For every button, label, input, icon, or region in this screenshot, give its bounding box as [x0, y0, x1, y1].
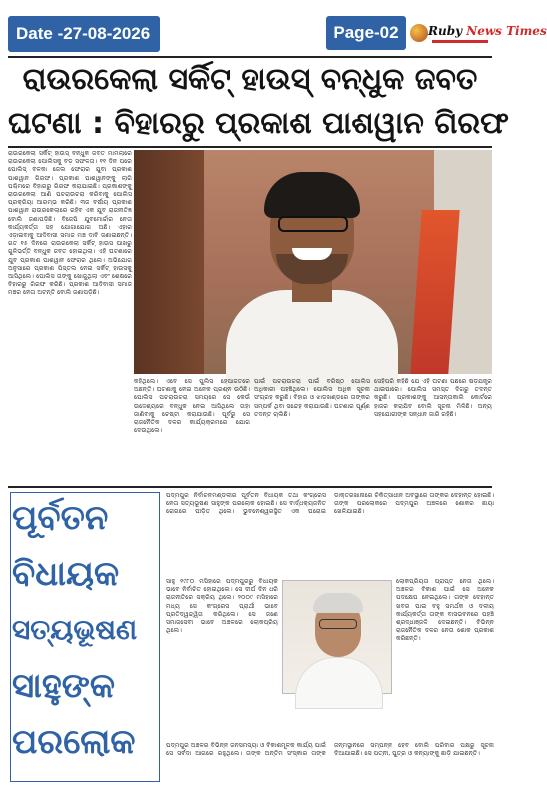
obituary-title-line-5: ପରଲୋକ	[12, 722, 136, 762]
portrait-hair	[313, 593, 363, 613]
date-badge: Date -27-08-2026	[8, 16, 160, 52]
person-smile	[292, 248, 332, 260]
person-hair	[264, 172, 360, 218]
logo-text-b: News Times	[466, 24, 547, 38]
story1-column-3: ସେହିପରି କହିଛି ଯେ ଏହି ଘଟଣା ପଛରେ ଷଡ଼ଯନ୍ତ୍ର ଥାଇପାରେ। ପୋଲିସ ସମସ୍ତ ଦିଗରୁ ତଦନ୍ତ କରୁଛି। ପ୍ରକାଶଙ୍କୁ ଆସନ୍ତାକାଲି କୋର୍ଟରେ ହାଜର କରାଯିବ ବୋଲି ସୂଚନା ମିଳିଛି। ଅନ୍ୟ ସହଯୋଗୀଙ୍କ ସନ୍ଧାନ ଜାରି ରହିଛି।	[374, 378, 492, 418]
person-shirt	[226, 290, 398, 390]
logo-underline	[432, 40, 488, 43]
portrait-shirt	[295, 657, 383, 709]
story2-bottom-text: ପଦ୍ମପୁର ଅଞ୍ଚଳର ବିଭିନ୍ନ ଜନସମସ୍ୟା ଓ ବିକାଶମୂଳକ କାର୍ଯ୍ୟ ପାଇଁ ସେ ସର୍ବଦା ଆଗରେ ରହୁଥିଲେ। ତାଙ୍କ ଅନ୍ତିମ ସଂସ୍କାର ତାଙ୍କ ଜନ୍ମସ୍ଥାନରେ ସମ୍ପନ୍ନ ହେବ ବୋଲି ପରିବାର ପକ୍ଷରୁ ସୂଚନା ଦିଆଯାଇଛି। ସେ ପତ୍ନୀ, ପୁତ୍ର ଓ କନ୍ୟାଙ୍କୁ ଛାଡ଼ି ଯାଇଛନ୍ତି।	[166, 742, 494, 758]
portrait-glasses	[319, 619, 357, 629]
headline-line-1: ରାଉରକେଲା ସର୍କିଟ୍ ହାଉସ୍ ବନ୍ଧୁକ ଜବତ	[22, 62, 478, 97]
page-badge: Page-02	[326, 16, 406, 50]
logo-text-a: Ruby	[428, 24, 463, 38]
top-rule	[8, 56, 492, 58]
logo-text	[428, 24, 547, 38]
section-rule	[8, 486, 492, 488]
story2-top-text: ପଦ୍ମପୁର ନିର୍ବାଚନମଣ୍ଡଳୀର ପୂର୍ବତନ ବିଧାୟକ ତଥା କଂଗ୍ରେସ ନେତା ସତ୍ୟଭୂଷଣ ସାହୁଙ୍କ ପରଲୋକ ହୋଇଛି। ସେ ବାର୍ଦ୍ଧକ୍ୟଜନିତ ରୋଗରେ ପୀଡ଼ିତ ଥିଲେ। ଭୁବନେଶ୍ୱରସ୍ଥିତ ଏକ ଘରୋଇ ଡାକ୍ତରଖାନାରେ ଚିକିତ୍ସାଧୀନ ଅବସ୍ଥାରେ ତାଙ୍କର ଦେହାନ୍ତ ହୋଇଛି। ତାଙ୍କ ପରଲୋକରେ ପଦ୍ମପୁର ଅଞ୍ଚଳରେ ଶୋକର ଛାୟା ଖେଳିଯାଇଛି।	[166, 492, 494, 516]
story1-photo	[134, 150, 492, 374]
person-glasses	[278, 216, 348, 232]
headline-line-2: ଘଟଣା : ବିହାରରୁ ପ୍ରକାଶ ପାଶୱାନ ଗିରଫ	[8, 106, 509, 141]
obituary-title-line-2: ବିଧାୟକ	[12, 554, 120, 594]
obituary-title-line-1: ପୂର୍ବତନ	[12, 498, 109, 538]
newspaper-logo	[410, 18, 547, 52]
headline-rule	[8, 146, 492, 148]
story1-column-2: ପାଇଁ ପଚରାଉଚରା ପାଇଁ ବରିଷ୍ଠ ପୋଲିସ ଅଧିକାରୀ ପହଞ୍ଚିଥିଲେ। ପୋଲିସ ଅଧିକ ସୂଚନା ସଂଗ୍ରହ କରୁଛି। ବିହାର ଓ ଝାଡ଼ଖଣ୍ଡରେ ତାଙ୍କର ସମ୍ପର୍କ ଥିବା ସନ୍ଦେହ କରାଯାଉଛି। ଘଟଣାର ପୂର୍ଣ୍ଣ ତଦନ୍ତ ଚାଲିଛି।	[254, 378, 370, 418]
bookshelf	[134, 150, 204, 374]
obituary-title-line-3: ସତ୍ୟଭୂଷଣ	[12, 613, 138, 646]
obituary-title-line-4: ସାହୁଙ୍କ	[12, 666, 116, 706]
story2-right-column: ଲୋକପ୍ରିୟତା ପ୍ରାପ୍ତ ନେତା ଥିଲେ। ଅଞ୍ଚଳର ବିକାଶ ପାଇଁ ସେ ଅନେକ ପଦକ୍ଷେପ ନେଇଥିଲେ। ତାଙ୍କ ଦେହାନ୍ତ ଖବର ପାଇ ବହୁ ସମର୍ଥକ ଓ ଦଳୀୟ କାର୍ଯ୍ୟକର୍ତ୍ତା ତାଙ୍କ ବାସଭବନରେ ପହଞ୍ଚି ଶ୍ରଦ୍ଧାଞ୍ଜଳି ଦେଇଛନ୍ତି। ବିଭିନ୍ନ ରାଜନୈତିକ ଦଳର ନେତା ଶୋକ ପ୍ରକାଶ କରିଛନ୍ତି।	[396, 578, 494, 643]
globe-icon	[410, 24, 428, 42]
story2-left-column: ସାହୁ ୧୯୮୦ ମସିହାରେ ପଦ୍ମପୁରରୁ ବିଧାୟକ ଭାବେ ନିର୍ବାଚିତ ହୋଇଥିଲେ। ସେ ଦୀର୍ଘ ଦିନ ଧରି ରାଜନୀତିରେ ସକ୍ରିୟ ଥିଲେ। ୨୦୦୯ ମସିହାରେ ମଧ୍ୟ ସେ କଂଗ୍ରେସ ପ୍ରାର୍ଥୀ ଭାବେ ପ୍ରତିଦ୍ୱନ୍ଦ୍ୱିତା କରିଥିଲେ। ସେ ଜଣେ ସମାଜସେବୀ ଭାବେ ଅଞ୍ଚଳରେ ଲୋକପ୍ରିୟ ଥିଲେ।	[166, 578, 278, 635]
story1-left-column: ରାଉରକେଲା ସର୍କିଟ୍ ହାଉସ୍ ବନ୍ଧୁକ ଜବତ ମାମଲାରେ ରାଉରକେଲା ପୋଲିସକୁ ବଡ଼ ସଫଳତା। ୧୧ ଦିନ ପରେ ପୋଲିସ୍ ବଳକା ଜେଲ ଫେରାର ଯୁବା ପ୍ରକାଶ ପାଶୱାନ ଗିରଫ। ପ୍ରକାଶ ପାଶୱାନଙ୍କୁ ଲାଗି ପଶ୍ଚିମରେ ବିହାରରୁ ଗିରଫ କରାଯାଇଛି। ପ୍ରକାଶଙ୍କୁ ରାଉରକେଲା ଆଣି ପଚରାଉଚରା କରିବାକୁ ପୋଲିସ ପ୍ରକ୍ରିୟା ଆରମ୍ଭ କରିଛି। ୩ଜ ବର୍ଷୀୟ ପ୍ରକାଶ ପାଶୱାନ ରାଉରକେଲାରେ ରହିବ ଏକ ଯୁବ ରାଜନୀତିଜ୍ଞ ବୋଲି ଜଣାପଡ଼ିଛି। ବିଜେପି ଯୁବମୋର୍ଚ୍ଚାର ନେତା କାର୍ଯ୍ୟକର୍ତ୍ତା ସହ ଯୋଗାଯୋଗ ଅଛି। ଏହାର ଏଡ଼ାଇବାକୁ ଆଦିବାସୀ ସମାଜ ମଞ୍ଚ ଦାବି ଜଣାଇଛନ୍ତି। ଗତ ୧୫ ଦିନରେ ରାଉରକେଲା ସର୍କିଟ୍ ହାଉସ ପାଖରୁ ଗୁଳିଭର୍ତ୍ତି ବନ୍ଧୁକ ଜବତ ହୋଇଥିଲା। ଏହି ଘଟଣାରେ ଯୁବ ପ୍ରକାଶ ପାଶୱାନ ଫେରାର ଥିଲେ। ଅଭିଯୋଗ ଅନୁସାରେ ପ୍ରକାଶ ପିସ୍ତଲ ନେଇ ସର୍କିଟ୍ ହାଉସକୁ ଆସିଥିଲେ। ପୋଲିସ ତାଙ୍କୁ ଖୋଜୁଥିଲା ଏବଂ ଶେଷରେ ବିହାରରୁ ଗିରଫ କରିଛି। ପ୍ରକାଶ ଆଦିବାସୀ ସମାଜ ମଞ୍ଚର ନେତା ଅଟନ୍ତି ବୋଲି ଜଣାପଡ଼ିଛି।	[8, 150, 132, 297]
story1-column-1: କହିଥିଲେ। ଏବେ ସେ ପୁଲିସ ହେପାଜତରେ ଅଛନ୍ତି। ଘଟଣାକୁ ନେଇ ଅନେକ ପ୍ରଶ୍ନ ଉଠିଛି। ପୋଲିସ ପଚରାଉଚରା ସମୟରେ ସେ କେଉଁ ଉଦ୍ଦେଶ୍ୟରେ ବନ୍ଧୁକ ନେଇ ଆସିଥିଲେ ତାହା ଜାଣିବାକୁ ଚେଷ୍ଟା କରାଯାଉଛି। ପୂର୍ବରୁ ସେ ରାଜନୈତିକ ଦଳର କାର୍ଯ୍ୟକ୍ରମରେ ଯୋଗ ଦେଉଥିଲେ।	[134, 378, 250, 435]
story2-portrait	[282, 580, 392, 694]
